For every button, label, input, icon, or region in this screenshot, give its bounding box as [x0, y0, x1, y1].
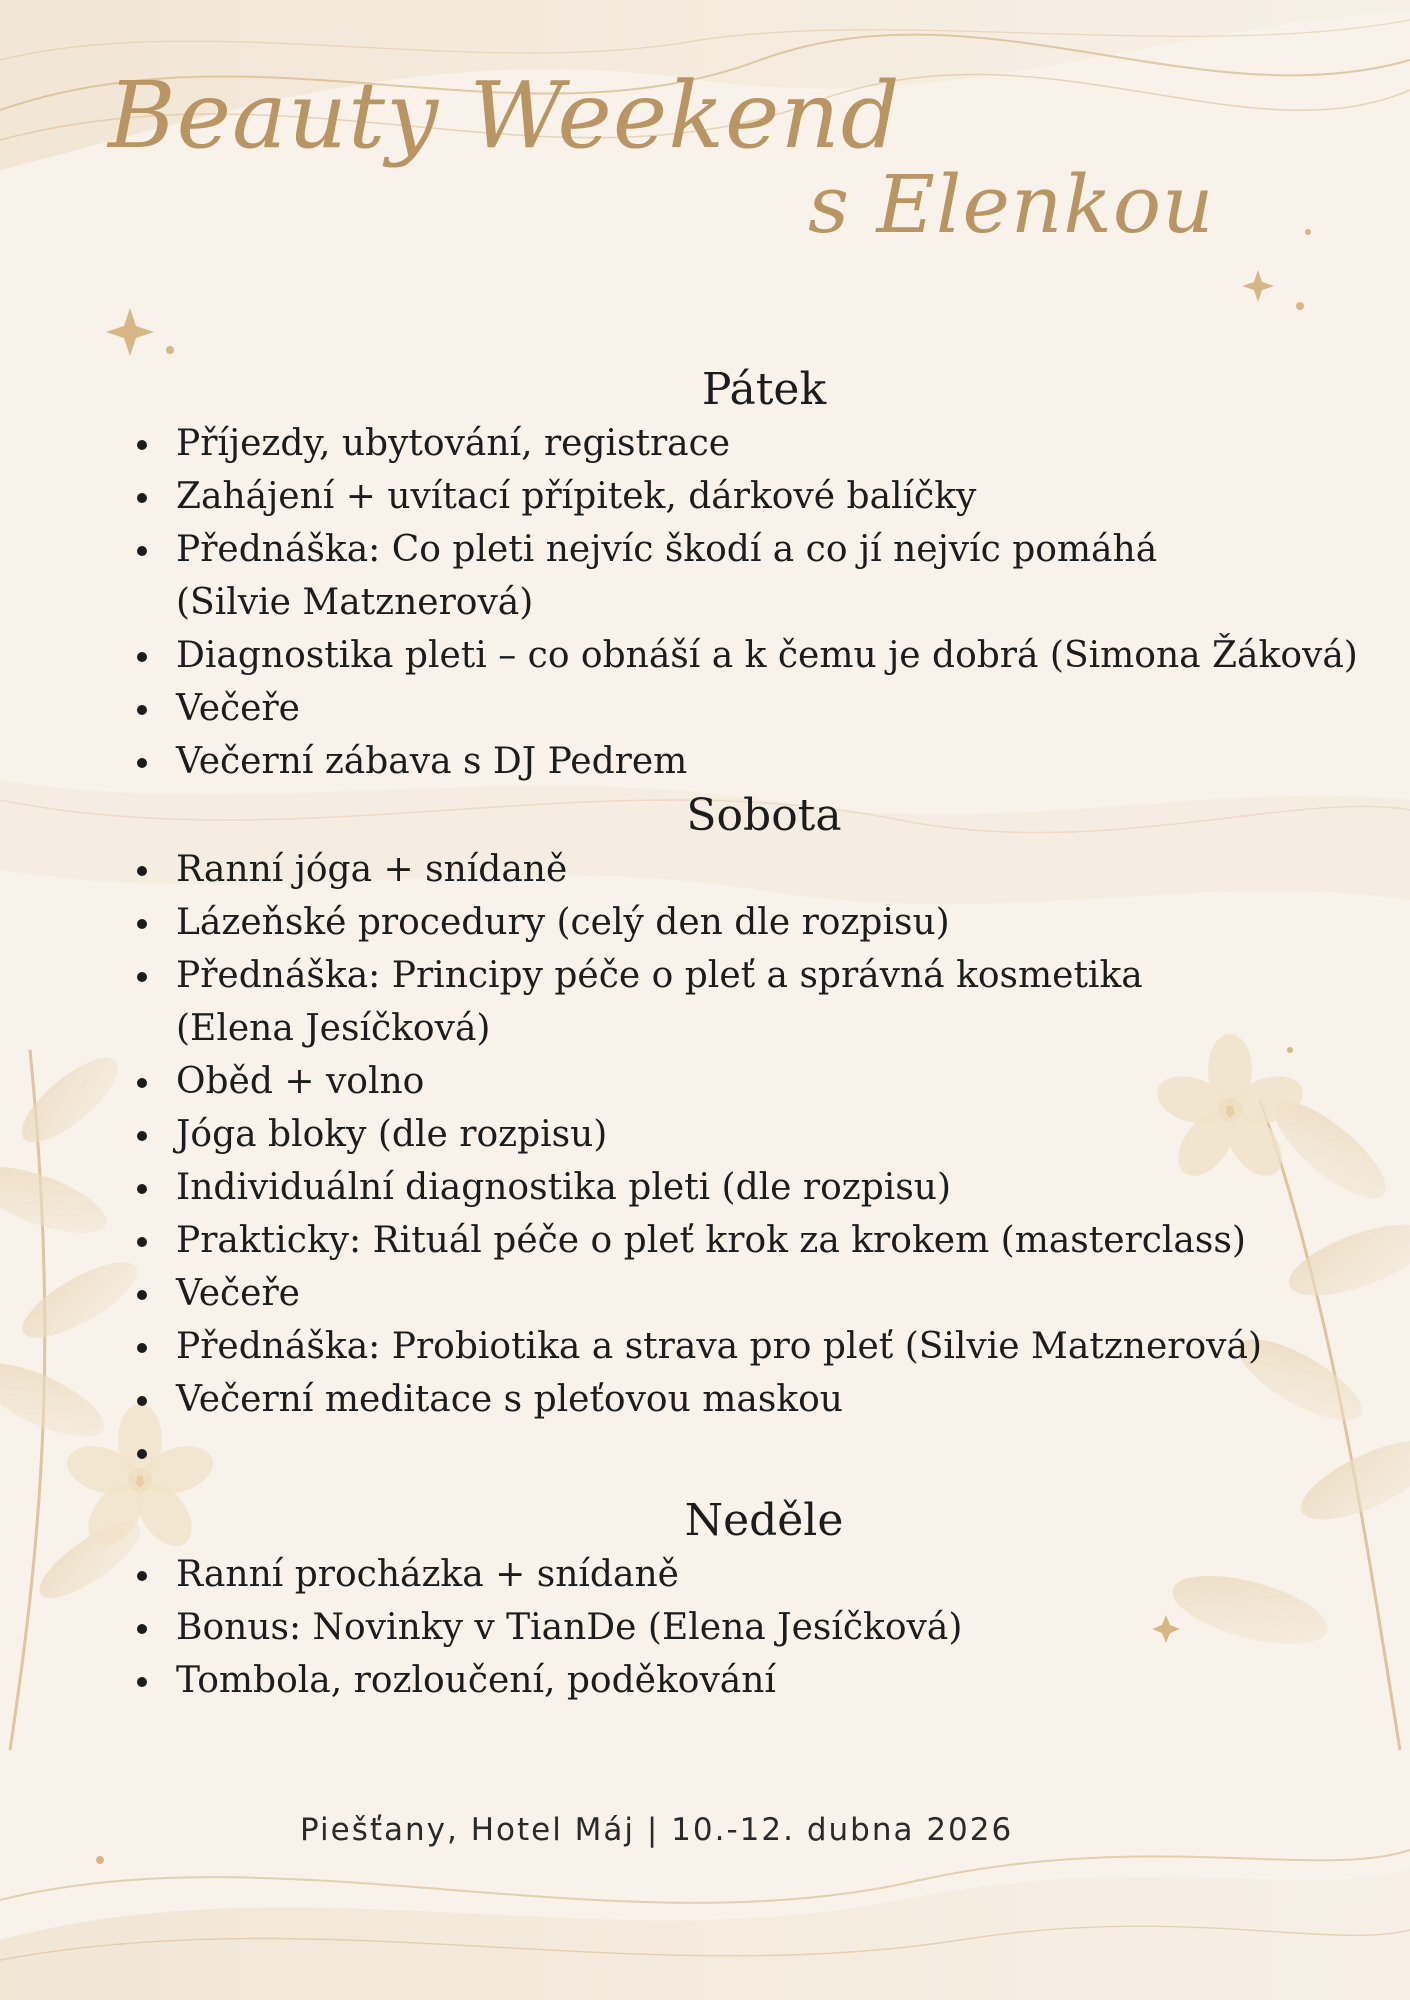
list-item: Příjezdy, ubytování, registrace — [130, 417, 1360, 470]
list-item: Přednáška: Co pleti nejvíc škodí a co jí nejvíc pomáhá (Silvie Matznerová) — [130, 523, 1260, 629]
title-s-elenkou: s Elenkou — [808, 158, 1215, 251]
list-item: Večeře — [130, 1267, 1360, 1320]
bottom-wave-decoration — [0, 1850, 1410, 2000]
day-heading-patek: Pátek — [701, 364, 827, 415]
list-item: Přednáška: Principy péče o pleť a správná kosmetika (Elena Jesíčková) — [130, 949, 1260, 1055]
list-item: Večerní meditace s pleťovou maskou — [130, 1373, 1360, 1426]
footer-location-date: Piešťany, Hotel Máj | 10.-12. dubna 2026 — [300, 1812, 1014, 1848]
list-item: Bonus: Novinky v TianDe (Elena Jesíčková) — [130, 1601, 1360, 1654]
program — [130, 362, 1370, 1707]
list-item: Jóga bloky (dle rozpisu) — [130, 1108, 1360, 1161]
list-item: Prakticky: Rituál péče o pleť krok za krokem (masterclass) — [130, 1214, 1360, 1267]
day-heading-nedele: Neděle — [684, 1495, 844, 1546]
list-item-empty — [130, 1426, 1360, 1479]
list-item: Večeře — [130, 682, 1360, 735]
list-item: Tombola, rozloučení, poděkování — [130, 1654, 1360, 1707]
title-beauty-weekend: Beauty Weekend — [108, 62, 901, 169]
day-list-patek — [130, 417, 1370, 788]
list-item: Přednáška: Probiotika a strava pro pleť (Silvie Matznerová) — [130, 1320, 1360, 1373]
list-item: Lázeňské procedury (celý den dle rozpisu) — [130, 896, 1360, 949]
day-heading-sobota: Sobota — [686, 790, 842, 841]
list-item: Individuální diagnostika pleti (dle rozpisu) — [130, 1161, 1360, 1214]
list-item: Diagnostika pleti – co obnáší a k čemu je dobrá (Simona Žáková) — [130, 629, 1360, 682]
list-item: Oběd + volno — [130, 1055, 1360, 1108]
list-item: Ranní jóga + snídaně — [130, 843, 1360, 896]
day-list-nedele — [130, 1548, 1370, 1707]
day-list-sobota — [130, 843, 1370, 1479]
list-item: Večerní zábava s DJ Pedrem — [130, 735, 1360, 788]
list-item: Zahájení + uvítací přípitek, dárkové balíčky — [130, 470, 1360, 523]
list-item: Ranní procházka + snídaně — [130, 1548, 1360, 1601]
